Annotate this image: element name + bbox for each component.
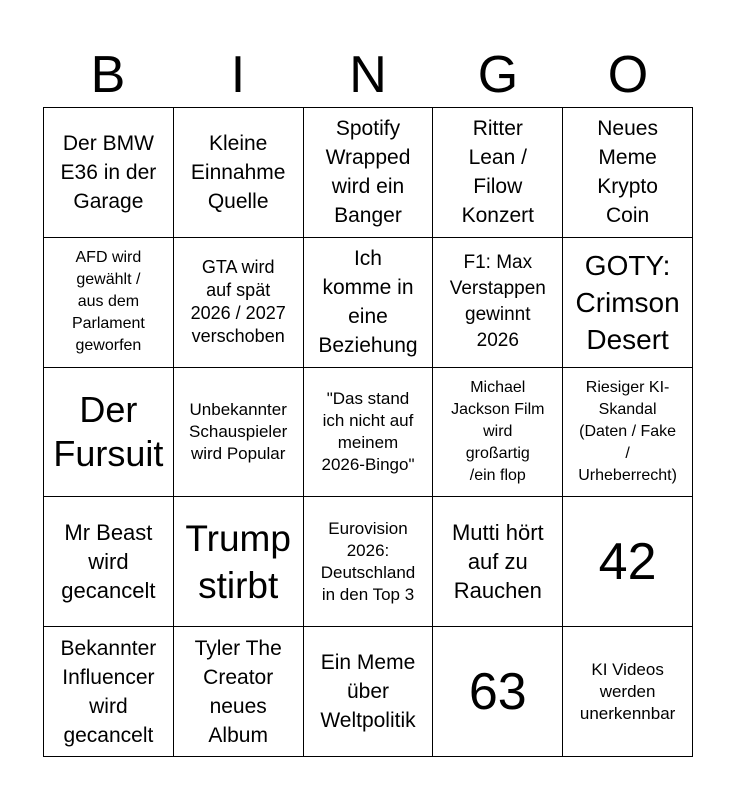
bingo-cell-text: Trump stirbt [185, 517, 291, 606]
bingo-cell-text: F1: Max Verstappen gewinnt 2026 [449, 252, 546, 352]
bingo-cell[interactable] [44, 108, 174, 238]
bingo-cell-text: Mutti hört auf zu Rauchen [451, 520, 544, 604]
bingo-cell[interactable] [563, 497, 693, 627]
bingo-cell-text: AFD wird gewählt / aus dem Parlament geworfen [71, 249, 145, 355]
header-letter-n: N [349, 46, 387, 104]
bingo-cell[interactable] [304, 108, 434, 238]
bingo-cell[interactable] [44, 627, 174, 757]
bingo-cell-text: Mr Beast wird gecancelt [61, 520, 156, 604]
bingo-cell-text: Kleine Einnahme Quelle [190, 131, 286, 213]
bingo-cell-text: "Das stand ich nicht auf meinem 2026-Bingo" [321, 388, 415, 474]
bingo-cell[interactable] [44, 238, 174, 368]
bingo-cell[interactable] [563, 238, 693, 368]
bingo-cell-text: Michael Jackson Film wird großartig /ein flop [451, 378, 545, 484]
bingo-cell[interactable] [304, 627, 434, 757]
bingo-cell[interactable] [304, 497, 434, 627]
bingo-cell[interactable] [304, 238, 434, 368]
bingo-cell-text: Spotify Wrapped wird ein Banger [325, 117, 411, 228]
bingo-cell[interactable] [563, 108, 693, 238]
bingo-cell[interactable] [44, 368, 174, 498]
bingo-cell-text: Bekannter Influencer wird gecancelt [60, 636, 157, 747]
bingo-cell-text: Ein Meme über Weltpolitik [320, 651, 416, 733]
bingo-cell-text: 63 [468, 662, 527, 721]
bingo-cell[interactable] [304, 368, 434, 498]
bingo-cell[interactable] [433, 627, 563, 757]
bingo-cell[interactable] [174, 627, 304, 757]
bingo-cell[interactable] [174, 497, 304, 627]
bingo-cell-text: Tyler The Creator neues Album [194, 636, 282, 747]
bingo-header [43, 42, 693, 108]
bingo-cell-text: Ich komme in eine Beziehung [318, 247, 418, 358]
header-letter-o: O [607, 46, 649, 104]
header-letter-i: I [230, 46, 246, 104]
bingo-card-grid [43, 107, 693, 757]
header-letter-g: G [477, 46, 519, 104]
bingo-cell[interactable] [433, 238, 563, 368]
bingo-cell-text: Der Fursuit [53, 388, 164, 474]
bingo-cell[interactable] [433, 368, 563, 498]
bingo-cell[interactable] [433, 108, 563, 238]
bingo-cell-text: GOTY: Crimson Desert [575, 249, 680, 355]
bingo-cell[interactable] [174, 368, 304, 498]
bingo-cell-text: Riesiger KI- Skandal (Daten / Fake / Urheberrecht) [578, 378, 677, 484]
bingo-cell-text: Unbekannter Schauspieler wird Popular [189, 399, 288, 463]
bingo-cell-text: Der BMW E36 in der Garage [60, 131, 157, 213]
bingo-cell[interactable] [433, 497, 563, 627]
bingo-cell-text: Neues Meme Krypto Coin [597, 117, 658, 228]
bingo-cell[interactable] [44, 497, 174, 627]
bingo-cell[interactable] [174, 108, 304, 238]
header-letter-b: B [90, 46, 126, 104]
bingo-cell-text: GTA wird auf spät 2026 / 2027 verschoben [190, 257, 286, 347]
bingo-cell-text: Ritter Lean / Filow Konzert [461, 117, 534, 228]
bingo-cell[interactable] [563, 368, 693, 498]
bingo-cell-text: KI Videos werden unerkennbar [579, 659, 676, 723]
bingo-cell-text: 42 [598, 532, 657, 591]
bingo-cell-text: Eurovision 2026: Deutschland in den Top 3 [320, 518, 416, 604]
bingo-cell[interactable] [563, 627, 693, 757]
bingo-cell[interactable] [174, 238, 304, 368]
